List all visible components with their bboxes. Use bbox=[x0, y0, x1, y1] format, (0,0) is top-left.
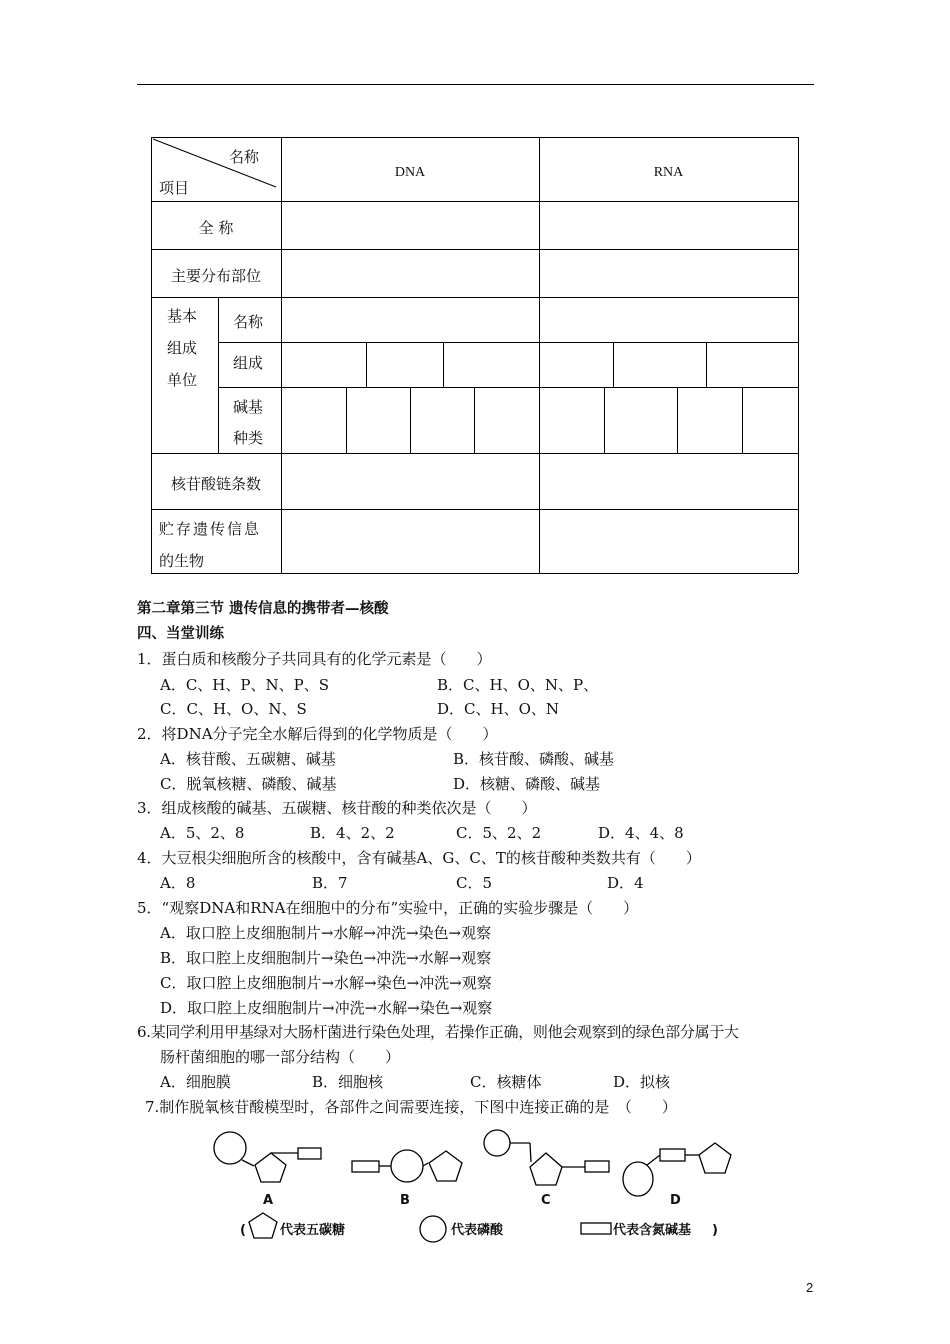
nucleic-acid-table bbox=[151, 137, 798, 573]
question-1: 1．蛋白质和核酸分子共同具有的化学元素是（ ） bbox=[137, 650, 492, 668]
figure-label-b: B bbox=[400, 1193, 410, 1208]
question-6: 6.某同学利用甲基绿对大肠杆菌进行染色处理，若操作正确，则他会观察到的绿色部分属于大 bbox=[137, 1023, 739, 1041]
row-unit-group-3: 单位 bbox=[167, 371, 198, 389]
model-a bbox=[214, 1132, 321, 1182]
option: D．C、H、O、N bbox=[437, 700, 560, 718]
option: A．核苷酸、五碳糖、碱基 bbox=[160, 750, 336, 768]
legend-pentagon-icon bbox=[249, 1213, 277, 1238]
question-2: 2．将DNA分子完全水解后得到的化学物质是（ ） bbox=[137, 725, 498, 743]
header-rule bbox=[137, 84, 814, 85]
option: B．4、2、2 bbox=[310, 824, 395, 842]
question-4: 4．大豆根尖细胞所含的核酸中，含有碱基A、G、C、T的核苷酸种类数共有（ ） bbox=[137, 849, 701, 867]
row-location: 主要分布部位 bbox=[170, 267, 261, 285]
question-7: 7.制作脱氧核苷酸模型时，各部件之间需要连接，下图中连接正确的是 （ ） bbox=[145, 1098, 677, 1116]
option: A．C、H、P、N、P、S bbox=[160, 676, 329, 694]
row-strands: 核苷酸链条数 bbox=[170, 475, 261, 493]
legend-close-paren: ) bbox=[712, 1223, 718, 1238]
option: D．取口腔上皮细胞制片→冲洗→水解→染色→观察 bbox=[160, 999, 493, 1017]
option: A．细胞膜 bbox=[160, 1073, 231, 1091]
question-5: 5．“观察DNA和RNA在细胞中的分布”实验中，正确的实验步骤是（ ） bbox=[137, 899, 639, 917]
section-title: 第二章第三节 遗传信息的携带者—核酸 bbox=[137, 601, 389, 617]
question-6-continued: 肠杆菌细胞的哪一部分结构（ ） bbox=[160, 1048, 401, 1066]
row-organisms-1: 贮存遗传信息 bbox=[159, 520, 262, 538]
figure-label-a: A bbox=[263, 1193, 274, 1208]
legend-sugar: 代表五碳糖 bbox=[280, 1223, 346, 1238]
option: C．5、2、2 bbox=[456, 824, 542, 842]
column-rna: RNA bbox=[653, 165, 684, 180]
column-dna: DNA bbox=[394, 165, 426, 180]
page-number: 2 bbox=[806, 1280, 814, 1295]
option: A．取口腔上皮细胞制片→水解→冲洗→染色→观察 bbox=[160, 924, 492, 942]
row-unit-group-2: 组成 bbox=[167, 339, 198, 357]
row-unit-group-1: 基本 bbox=[167, 307, 198, 325]
option: C．脱氧核糖、磷酸、碱基 bbox=[160, 775, 337, 793]
option: C．C、H、O、N、S bbox=[160, 700, 307, 718]
header-name-label: 名称 bbox=[229, 148, 260, 166]
model-b bbox=[352, 1150, 462, 1182]
option: D．4 bbox=[607, 874, 644, 892]
model-c bbox=[484, 1130, 609, 1185]
row-unit-bases-1: 碱基 bbox=[233, 398, 264, 416]
option: B．取口腔上皮细胞制片→染色→冲洗→水解→观察 bbox=[160, 949, 492, 967]
option: B．7 bbox=[312, 874, 348, 892]
figure-label-d: D bbox=[670, 1193, 681, 1208]
option: D．核糖、磷酸、碱基 bbox=[453, 775, 601, 793]
legend-open-paren: ( bbox=[240, 1223, 246, 1238]
option: D．4、4、8 bbox=[598, 824, 684, 842]
model-d bbox=[623, 1143, 731, 1196]
option: C．5 bbox=[456, 874, 493, 892]
question-3: 3．组成核酸的碱基、五碳糖、核苷酸的种类依次是（ ） bbox=[137, 799, 537, 817]
legend-circle-icon bbox=[420, 1216, 446, 1242]
section-subtitle: 四、当堂训练 bbox=[137, 626, 224, 642]
legend-base: 代表含氮碱基 bbox=[613, 1223, 692, 1238]
option: B．核苷酸、磷酸、碱基 bbox=[453, 750, 615, 768]
option: D．拟核 bbox=[613, 1073, 671, 1091]
legend-phosphate: 代表磷酸 bbox=[451, 1223, 504, 1238]
option: B．C、H、O、N、P、 bbox=[437, 676, 599, 694]
figure-label-c: C bbox=[541, 1193, 551, 1208]
row-fullname: 全 称 bbox=[198, 219, 234, 237]
row-unit-bases-2: 种类 bbox=[233, 429, 264, 447]
row-unit-composition: 组成 bbox=[233, 354, 264, 372]
header-item-label: 项目 bbox=[159, 179, 190, 197]
option: B．细胞核 bbox=[312, 1073, 384, 1091]
row-organisms-2: 的生物 bbox=[159, 552, 205, 570]
row-unit-name: 名称 bbox=[233, 313, 264, 331]
option: A．5、2、8 bbox=[160, 824, 245, 842]
option: A．8 bbox=[160, 874, 196, 892]
option: C．核糖体 bbox=[470, 1073, 542, 1091]
option: C．取口腔上皮细胞制片→水解→染色→冲洗→观察 bbox=[160, 974, 492, 992]
legend-rectangle-icon bbox=[581, 1223, 611, 1234]
